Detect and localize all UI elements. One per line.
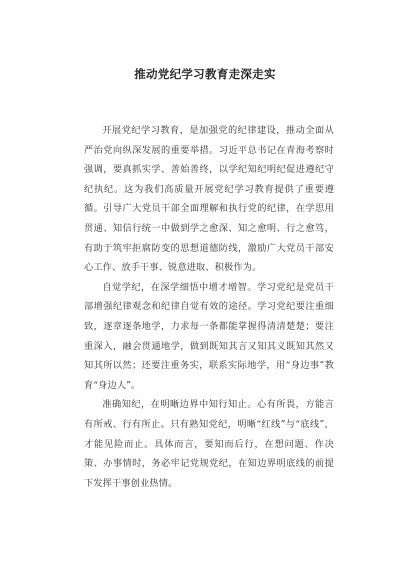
paragraph-2: 自觉学纪，在深学细悟中增才增智。学习党纪是党员干部增强纪律观念和纪律自觉有效的途径。学习党纪要注重细致，逐章逐条地学，力求每一条都能掌握得清清楚楚；要注重深入，融会贯通地学，做到既知其言又知其义既知其然又知其所以然；还要注重务实，联系实际地学，用“身边事”教育“身边人”。	[84, 281, 334, 391]
document-title: 推动党纪学习教育走深走实	[134, 67, 276, 81]
document-body	[84, 121, 334, 493]
paragraph-1: 开展党纪学习教育，是加强党的纪律建设，推动全面从严治党向纵深发展的重要举措。习近平总书记在青海考察时强调，要真抓实学、善始善终，以学纪知纪明纪促进遵纪守纪执纪。这为我们高质量开展党纪学习教育提供了重要遵循。引导广大党员干部全面理解和执行党的纪律，在学思用贯通、知信行统一中做到学之愈深、知之愈明、行之愈笃，有助于筑牢拒腐防变的思想道德防线，激励广大党员干部安心工作、放手干事、锐意进取、积极作为。	[84, 125, 334, 274]
paragraph-3: 准确知纪，在明晰边界中知行知止。心有所畏，方能言有所戒、行有所止。只有熟知党纪，明晰“红线”与“底线”，才能见险而止。具体而言，要知而后行，在想问题、作决策、办事情时，务必牢记党规党纪，在知边界明底线的前提下发挥干事创业热情。	[84, 399, 334, 489]
